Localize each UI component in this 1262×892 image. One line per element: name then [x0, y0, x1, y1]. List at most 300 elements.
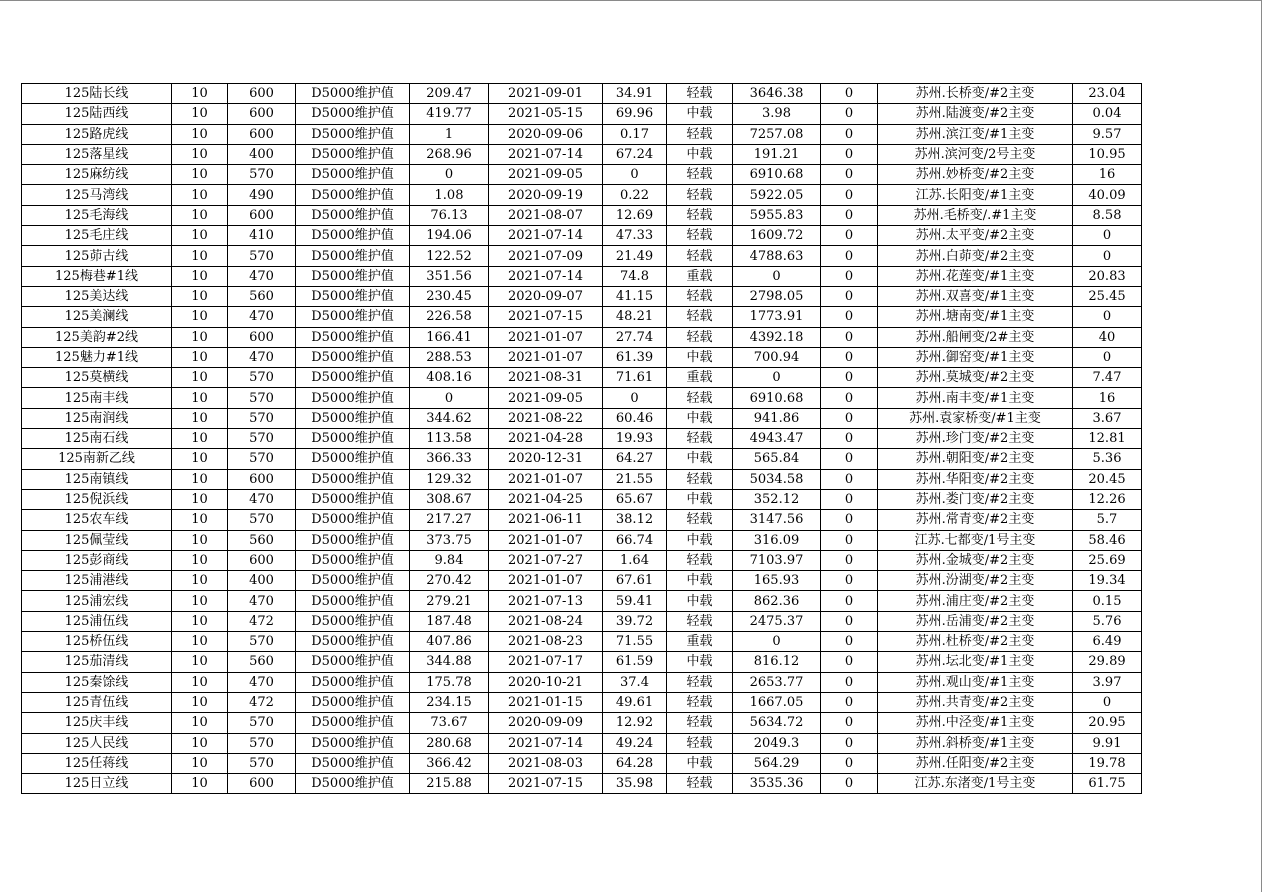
line-name-cell: 125魅力#1线 [22, 347, 172, 367]
value-cell: 29.89 [1073, 652, 1142, 672]
date-cell: 2021-07-27 [489, 550, 603, 570]
date-cell: 2021-07-15 [489, 307, 603, 327]
line-name-cell: 125桥伍线 [22, 632, 172, 652]
flag-cell: 0 [821, 185, 878, 205]
max-current-cell: 129.32 [410, 469, 489, 489]
flag-cell: 0 [821, 368, 878, 388]
table-row [22, 611, 1142, 631]
load-rate-cell: 41.15 [603, 286, 667, 306]
load-level-cell: 中载 [667, 104, 733, 124]
value-cell: 7.47 [1073, 368, 1142, 388]
substation-cell: 苏州.妙桥变/#2主变 [878, 165, 1073, 185]
rated-current-cell: 570 [228, 632, 296, 652]
rated-current-cell: 600 [228, 104, 296, 124]
source-cell: D5000维护值 [296, 84, 410, 104]
voltage-cell: 10 [172, 104, 228, 124]
voltage-cell: 10 [172, 530, 228, 550]
load-level-cell: 轻载 [667, 388, 733, 408]
load-rate-cell: 12.69 [603, 205, 667, 225]
max-current-cell: 270.42 [410, 571, 489, 591]
capacity-cell: 6910.68 [733, 388, 821, 408]
voltage-cell: 10 [172, 753, 228, 773]
load-rate-cell: 74.8 [603, 266, 667, 286]
source-cell: D5000维护值 [296, 368, 410, 388]
rated-current-cell: 600 [228, 84, 296, 104]
substation-cell: 苏州.船闸变/2#主变 [878, 327, 1073, 347]
capacity-cell: 0 [733, 368, 821, 388]
capacity-cell: 0 [733, 266, 821, 286]
date-cell: 2021-07-15 [489, 774, 603, 794]
date-cell: 2021-01-07 [489, 530, 603, 550]
max-current-cell: 9.84 [410, 550, 489, 570]
value-cell: 16 [1073, 165, 1142, 185]
substation-cell: 苏州.长桥变/#2主变 [878, 84, 1073, 104]
flag-cell: 0 [821, 530, 878, 550]
date-cell: 2021-05-15 [489, 104, 603, 124]
line-name-cell: 125麻纺线 [22, 165, 172, 185]
line-name-cell: 125马湾线 [22, 185, 172, 205]
load-level-cell: 重载 [667, 266, 733, 286]
source-cell: D5000维护值 [296, 611, 410, 631]
source-cell: D5000维护值 [296, 165, 410, 185]
max-current-cell: 279.21 [410, 591, 489, 611]
load-level-cell: 中载 [667, 347, 733, 367]
max-current-cell: 113.58 [410, 429, 489, 449]
table-row [22, 368, 1142, 388]
voltage-cell: 10 [172, 672, 228, 692]
value-cell: 20.83 [1073, 266, 1142, 286]
source-cell: D5000维护值 [296, 226, 410, 246]
line-name-cell: 125梅巷#1线 [22, 266, 172, 286]
substation-cell: 苏州.陆渡变/#2主变 [878, 104, 1073, 124]
substation-cell: 江苏.东渚变/1号主变 [878, 774, 1073, 794]
max-current-cell: 408.16 [410, 368, 489, 388]
rated-current-cell: 570 [228, 753, 296, 773]
capacity-cell: 1773.91 [733, 307, 821, 327]
rated-current-cell: 600 [228, 774, 296, 794]
rated-current-cell: 470 [228, 347, 296, 367]
table-row [22, 388, 1142, 408]
load-level-cell: 重载 [667, 368, 733, 388]
load-rate-cell: 0.22 [603, 185, 667, 205]
max-current-cell: 234.15 [410, 692, 489, 712]
date-cell: 2021-07-09 [489, 246, 603, 266]
capacity-cell: 3535.36 [733, 774, 821, 794]
value-cell: 8.58 [1073, 205, 1142, 225]
load-level-cell: 轻载 [667, 550, 733, 570]
line-name-cell: 125佩莹线 [22, 530, 172, 550]
flag-cell: 0 [821, 226, 878, 246]
value-cell: 12.81 [1073, 429, 1142, 449]
load-rate-cell: 48.21 [603, 307, 667, 327]
source-cell: D5000维护值 [296, 774, 410, 794]
load-rate-cell: 64.27 [603, 449, 667, 469]
substation-cell: 苏州.毛桥变/.#1主变 [878, 205, 1073, 225]
flag-cell: 0 [821, 713, 878, 733]
capacity-cell: 3147.56 [733, 510, 821, 530]
table-row [22, 429, 1142, 449]
source-cell: D5000维护值 [296, 104, 410, 124]
source-cell: D5000维护值 [296, 672, 410, 692]
value-cell: 16 [1073, 388, 1142, 408]
value-cell: 3.67 [1073, 408, 1142, 428]
load-level-cell: 轻载 [667, 286, 733, 306]
value-cell: 12.26 [1073, 489, 1142, 509]
table-row [22, 692, 1142, 712]
voltage-cell: 10 [172, 550, 228, 570]
load-level-cell: 中载 [667, 449, 733, 469]
table-row [22, 144, 1142, 164]
source-cell: D5000维护值 [296, 489, 410, 509]
max-current-cell: 1.08 [410, 185, 489, 205]
max-current-cell: 166.41 [410, 327, 489, 347]
load-rate-cell: 19.93 [603, 429, 667, 449]
voltage-cell: 10 [172, 652, 228, 672]
voltage-cell: 10 [172, 226, 228, 246]
date-cell: 2021-07-17 [489, 652, 603, 672]
max-current-cell: 268.96 [410, 144, 489, 164]
line-name-cell: 125浦港线 [22, 571, 172, 591]
date-cell: 2020-09-06 [489, 124, 603, 144]
rated-current-cell: 560 [228, 652, 296, 672]
substation-cell: 苏州.金城变/#2主变 [878, 550, 1073, 570]
date-cell: 2021-08-22 [489, 408, 603, 428]
load-rate-cell: 49.61 [603, 692, 667, 712]
line-name-cell: 125毛海线 [22, 205, 172, 225]
source-cell: D5000维护值 [296, 185, 410, 205]
substation-cell: 苏州.坛北变/#1主变 [878, 652, 1073, 672]
rated-current-cell: 490 [228, 185, 296, 205]
source-cell: D5000维护值 [296, 713, 410, 733]
capacity-cell: 565.84 [733, 449, 821, 469]
table-body [22, 84, 1142, 794]
max-current-cell: 122.52 [410, 246, 489, 266]
source-cell: D5000维护值 [296, 246, 410, 266]
load-rate-cell: 60.46 [603, 408, 667, 428]
source-cell: D5000维护值 [296, 429, 410, 449]
max-current-cell: 0 [410, 388, 489, 408]
flag-cell: 0 [821, 124, 878, 144]
value-cell: 61.75 [1073, 774, 1142, 794]
line-name-cell: 125美韵#2线 [22, 327, 172, 347]
rated-current-cell: 470 [228, 591, 296, 611]
rated-current-cell: 600 [228, 327, 296, 347]
substation-cell: 江苏.七都变/1号主变 [878, 530, 1073, 550]
date-cell: 2021-01-07 [489, 327, 603, 347]
load-rate-cell: 71.61 [603, 368, 667, 388]
table-row [22, 530, 1142, 550]
voltage-cell: 10 [172, 632, 228, 652]
voltage-cell: 10 [172, 774, 228, 794]
capacity-cell: 3.98 [733, 104, 821, 124]
rated-current-cell: 560 [228, 530, 296, 550]
voltage-cell: 10 [172, 692, 228, 712]
substation-cell: 苏州.观山变/#1主变 [878, 672, 1073, 692]
substation-cell: 苏州.朝阳变/#2主变 [878, 449, 1073, 469]
rated-current-cell: 400 [228, 571, 296, 591]
max-current-cell: 407.86 [410, 632, 489, 652]
table-row [22, 286, 1142, 306]
line-name-cell: 125彭商线 [22, 550, 172, 570]
source-cell: D5000维护值 [296, 510, 410, 530]
flag-cell: 0 [821, 692, 878, 712]
flag-cell: 0 [821, 84, 878, 104]
capacity-cell: 5034.58 [733, 469, 821, 489]
load-level-cell: 轻载 [667, 692, 733, 712]
line-name-cell: 125陆长线 [22, 84, 172, 104]
flag-cell: 0 [821, 144, 878, 164]
capacity-cell: 7103.97 [733, 550, 821, 570]
substation-cell: 苏州.常青变/#2主变 [878, 510, 1073, 530]
load-level-cell: 轻载 [667, 713, 733, 733]
date-cell: 2021-07-14 [489, 266, 603, 286]
table-row [22, 632, 1142, 652]
flag-cell: 0 [821, 571, 878, 591]
source-cell: D5000维护值 [296, 530, 410, 550]
value-cell: 3.97 [1073, 672, 1142, 692]
date-cell: 2021-07-14 [489, 226, 603, 246]
flag-cell: 0 [821, 205, 878, 225]
load-rate-cell: 0.17 [603, 124, 667, 144]
date-cell: 2021-01-07 [489, 571, 603, 591]
substation-cell: 苏州.袁家桥变/#1主变 [878, 408, 1073, 428]
rated-current-cell: 400 [228, 144, 296, 164]
date-cell: 2021-08-23 [489, 632, 603, 652]
substation-cell: 苏州.双喜变/#1主变 [878, 286, 1073, 306]
load-rate-cell: 64.28 [603, 753, 667, 773]
line-name-cell: 125南新乙线 [22, 449, 172, 469]
date-cell: 2021-08-07 [489, 205, 603, 225]
max-current-cell: 230.45 [410, 286, 489, 306]
date-cell: 2020-09-09 [489, 713, 603, 733]
table-row [22, 246, 1142, 266]
voltage-cell: 10 [172, 449, 228, 469]
rated-current-cell: 570 [228, 429, 296, 449]
source-cell: D5000维护值 [296, 591, 410, 611]
substation-cell: 苏州.杜桥变/#2主变 [878, 632, 1073, 652]
substation-cell: 苏州.花莲变/#1主变 [878, 266, 1073, 286]
flag-cell: 0 [821, 672, 878, 692]
line-name-cell: 125美达线 [22, 286, 172, 306]
load-level-cell: 轻载 [667, 84, 733, 104]
line-name-cell: 125农车线 [22, 510, 172, 530]
table-row [22, 774, 1142, 794]
flag-cell: 0 [821, 347, 878, 367]
source-cell: D5000维护值 [296, 205, 410, 225]
value-cell: 19.78 [1073, 753, 1142, 773]
rated-current-cell: 470 [228, 307, 296, 327]
value-cell: 5.76 [1073, 611, 1142, 631]
table-row [22, 733, 1142, 753]
max-current-cell: 366.33 [410, 449, 489, 469]
substation-cell: 苏州.太平变/#2主变 [878, 226, 1073, 246]
value-cell: 9.57 [1073, 124, 1142, 144]
load-rate-cell: 1.64 [603, 550, 667, 570]
load-rate-cell: 61.59 [603, 652, 667, 672]
date-cell: 2021-01-07 [489, 469, 603, 489]
capacity-cell: 1667.05 [733, 692, 821, 712]
substation-cell: 苏州.中泾变/#1主变 [878, 713, 1073, 733]
capacity-cell: 2798.05 [733, 286, 821, 306]
max-current-cell: 76.13 [410, 205, 489, 225]
line-name-cell: 125浦宏线 [22, 591, 172, 611]
load-level-cell: 轻载 [667, 672, 733, 692]
flag-cell: 0 [821, 591, 878, 611]
line-name-cell: 125日立线 [22, 774, 172, 794]
flag-cell: 0 [821, 652, 878, 672]
load-rate-cell: 0 [603, 165, 667, 185]
rated-current-cell: 570 [228, 388, 296, 408]
substation-cell: 苏州.华阳变/#2主变 [878, 469, 1073, 489]
max-current-cell: 344.62 [410, 408, 489, 428]
max-current-cell: 187.48 [410, 611, 489, 631]
table-row [22, 489, 1142, 509]
table-row [22, 571, 1142, 591]
substation-cell: 苏州.共青变/#2主变 [878, 692, 1073, 712]
substation-cell: 苏州.滨河变/2号主变 [878, 144, 1073, 164]
source-cell: D5000维护值 [296, 144, 410, 164]
value-cell: 5.7 [1073, 510, 1142, 530]
table-row [22, 469, 1142, 489]
load-rate-cell: 61.39 [603, 347, 667, 367]
flag-cell: 0 [821, 246, 878, 266]
load-level-cell: 轻载 [667, 205, 733, 225]
source-cell: D5000维护值 [296, 327, 410, 347]
voltage-cell: 10 [172, 185, 228, 205]
table-row [22, 226, 1142, 246]
flag-cell: 0 [821, 753, 878, 773]
load-level-cell: 中载 [667, 753, 733, 773]
line-name-cell: 125莫横线 [22, 368, 172, 388]
load-rate-cell: 38.12 [603, 510, 667, 530]
capacity-cell: 1609.72 [733, 226, 821, 246]
load-level-cell: 中载 [667, 144, 733, 164]
value-cell: 40 [1073, 327, 1142, 347]
max-current-cell: 308.67 [410, 489, 489, 509]
table-row [22, 753, 1142, 773]
voltage-cell: 10 [172, 408, 228, 428]
max-current-cell: 209.47 [410, 84, 489, 104]
load-level-cell: 轻载 [667, 510, 733, 530]
date-cell: 2021-07-14 [489, 144, 603, 164]
table-row [22, 205, 1142, 225]
source-cell: D5000维护值 [296, 692, 410, 712]
flag-cell: 0 [821, 733, 878, 753]
max-current-cell: 175.78 [410, 672, 489, 692]
line-name-cell: 125浦伍线 [22, 611, 172, 631]
date-cell: 2021-09-05 [489, 165, 603, 185]
line-name-cell: 125秦馀线 [22, 672, 172, 692]
date-cell: 2020-09-07 [489, 286, 603, 306]
line-name-cell: 125毛庄线 [22, 226, 172, 246]
value-cell: 23.04 [1073, 84, 1142, 104]
date-cell: 2021-01-07 [489, 347, 603, 367]
capacity-cell: 3646.38 [733, 84, 821, 104]
table-row [22, 266, 1142, 286]
value-cell: 0 [1073, 246, 1142, 266]
rated-current-cell: 470 [228, 489, 296, 509]
load-rate-cell: 59.41 [603, 591, 667, 611]
line-name-cell: 125茆古线 [22, 246, 172, 266]
voltage-cell: 10 [172, 124, 228, 144]
max-current-cell: 373.75 [410, 530, 489, 550]
voltage-cell: 10 [172, 246, 228, 266]
load-rate-cell: 69.96 [603, 104, 667, 124]
voltage-cell: 10 [172, 733, 228, 753]
date-cell: 2021-08-31 [489, 368, 603, 388]
rated-current-cell: 600 [228, 124, 296, 144]
page-border-top [0, 0, 1262, 1]
capacity-cell: 7257.08 [733, 124, 821, 144]
value-cell: 10.95 [1073, 144, 1142, 164]
load-level-cell: 中载 [667, 408, 733, 428]
source-cell: D5000维护值 [296, 266, 410, 286]
date-cell: 2021-09-01 [489, 84, 603, 104]
value-cell: 58.46 [1073, 530, 1142, 550]
substation-cell: 苏州.白茆变/#2主变 [878, 246, 1073, 266]
capacity-cell: 5922.05 [733, 185, 821, 205]
load-level-cell: 轻载 [667, 165, 733, 185]
substation-cell: 苏州.汾湖变/#2主变 [878, 571, 1073, 591]
flag-cell: 0 [821, 104, 878, 124]
value-cell: 0.04 [1073, 104, 1142, 124]
voltage-cell: 10 [172, 307, 228, 327]
load-level-cell: 轻载 [667, 733, 733, 753]
load-level-cell: 中载 [667, 591, 733, 611]
load-level-cell: 轻载 [667, 226, 733, 246]
flag-cell: 0 [821, 449, 878, 469]
load-level-cell: 中载 [667, 571, 733, 591]
rated-current-cell: 570 [228, 713, 296, 733]
date-cell: 2020-12-31 [489, 449, 603, 469]
voltage-cell: 10 [172, 165, 228, 185]
max-current-cell: 217.27 [410, 510, 489, 530]
load-rate-cell: 35.98 [603, 774, 667, 794]
load-rate-cell: 65.67 [603, 489, 667, 509]
table-row [22, 672, 1142, 692]
date-cell: 2020-09-19 [489, 185, 603, 205]
max-current-cell: 194.06 [410, 226, 489, 246]
substation-cell: 苏州.塘南变/#1主变 [878, 307, 1073, 327]
substation-cell: 苏州.御窑变/#1主变 [878, 347, 1073, 367]
load-level-cell: 轻载 [667, 469, 733, 489]
rated-current-cell: 600 [228, 550, 296, 570]
max-current-cell: 344.88 [410, 652, 489, 672]
value-cell: 5.36 [1073, 449, 1142, 469]
load-rate-cell: 27.74 [603, 327, 667, 347]
flag-cell: 0 [821, 388, 878, 408]
source-cell: D5000维护值 [296, 286, 410, 306]
flag-cell: 0 [821, 327, 878, 347]
max-current-cell: 419.77 [410, 104, 489, 124]
max-current-cell: 1 [410, 124, 489, 144]
max-current-cell: 280.68 [410, 733, 489, 753]
rated-current-cell: 472 [228, 611, 296, 631]
rated-current-cell: 472 [228, 692, 296, 712]
load-level-cell: 轻载 [667, 429, 733, 449]
value-cell: 20.95 [1073, 713, 1142, 733]
line-name-cell: 125陆西线 [22, 104, 172, 124]
table-row [22, 449, 1142, 469]
flag-cell: 0 [821, 286, 878, 306]
load-level-cell: 轻载 [667, 307, 733, 327]
substation-cell: 苏州.南丰变/#1主变 [878, 388, 1073, 408]
rated-current-cell: 570 [228, 510, 296, 530]
value-cell: 25.45 [1073, 286, 1142, 306]
line-name-cell: 125茄清线 [22, 652, 172, 672]
capacity-cell: 4943.47 [733, 429, 821, 449]
line-name-cell: 125落星线 [22, 144, 172, 164]
